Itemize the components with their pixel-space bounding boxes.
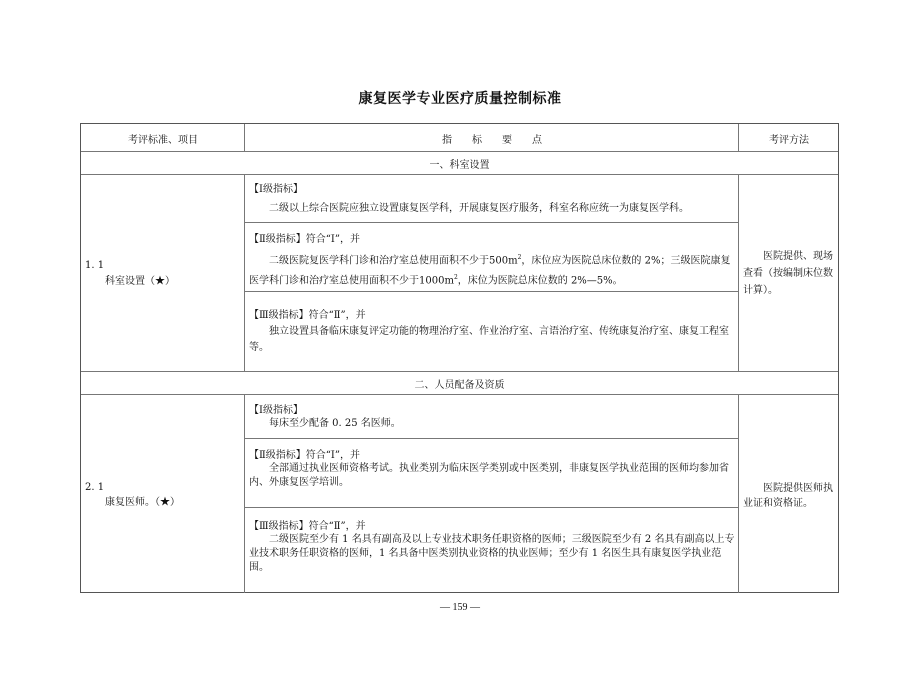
page-number: — 159 — <box>440 602 480 613</box>
level-2-text: 二级医院复医学科门诊和治疗室总使用面积不少于$500m^2$，床位应为医院总床位数的 2%；三级医院康复医学科门诊和治疗室总使用面积不少于$1000m^2$，床位为医院总床位数的 2%—5%。 <box>249 254 731 287</box>
level-1-label: 【Ⅰ级指标】 <box>249 184 303 195</box>
item-number-2-1: 2. 1 <box>85 482 105 493</box>
level-3-text: 二级医院至少有 1 名具有副高及以上专业技术职务任职资格的医师；三级医院至少有 2 名具有副高以上专业技术职务任职资格的医师，1 名具备中医类别执业资格的执业医师；至少有 1 名医生具有康复医学执业范围。 <box>249 534 735 573</box>
level-2-label: 【Ⅱ级指标】符合“Ⅰ”，并 <box>249 234 360 245</box>
header-method: 考评方法 <box>769 135 809 146</box>
section-title-staffing: 二、人员配备及资质 <box>414 380 505 391</box>
header-key-points: 指 标 要 点 <box>442 135 542 146</box>
quality-standard-table <box>80 123 839 593</box>
level-1-text: 每床至少配备 0. 25 名医师。 <box>269 418 401 429</box>
method-staffing: 医院提供医师执业证和资格证。 <box>743 483 833 509</box>
item-name-department-setup: 科室设置（★） <box>105 276 175 287</box>
level-3-label: 【Ⅲ级指标】符合“Ⅱ”，并 <box>249 521 366 532</box>
item-number-1-1: 1. 1 <box>85 260 105 271</box>
level-2-label: 【Ⅱ级指标】符合“Ⅰ”，并 <box>249 450 360 461</box>
page-title: 康复医学专业医疗质量控制标准 <box>358 91 562 107</box>
section-title-department: 一、科室设置 <box>429 160 490 171</box>
level-1-text: 二级以上综合医院应独立设置康复医学科，开展康复医疗服务，科室名称应统一为康复医学科。 <box>269 203 689 214</box>
header-criteria: 考评标准、项目 <box>128 135 198 146</box>
level-3-text: 独立设置具备临床康复评定功能的物理治疗室、作业治疗室、言语治疗室、传统康复治疗室、康复工程室等。 <box>249 326 729 353</box>
level-3-label: 【Ⅲ级指标】符合“Ⅱ”，并 <box>249 310 366 321</box>
item-name-rehab-physician: 康复医师。（★） <box>105 497 180 508</box>
level-1-label: 【Ⅰ级指标】 <box>249 405 303 416</box>
method-department: 医院提供、现场查看（按编制床位数计算）。 <box>743 251 833 296</box>
level-2-text: 全部通过执业医师资格考试。执业类别为临床医学类别或中医类别，非康复医学执业范围的医师均参加省内、外康复医学培训。 <box>249 463 729 488</box>
